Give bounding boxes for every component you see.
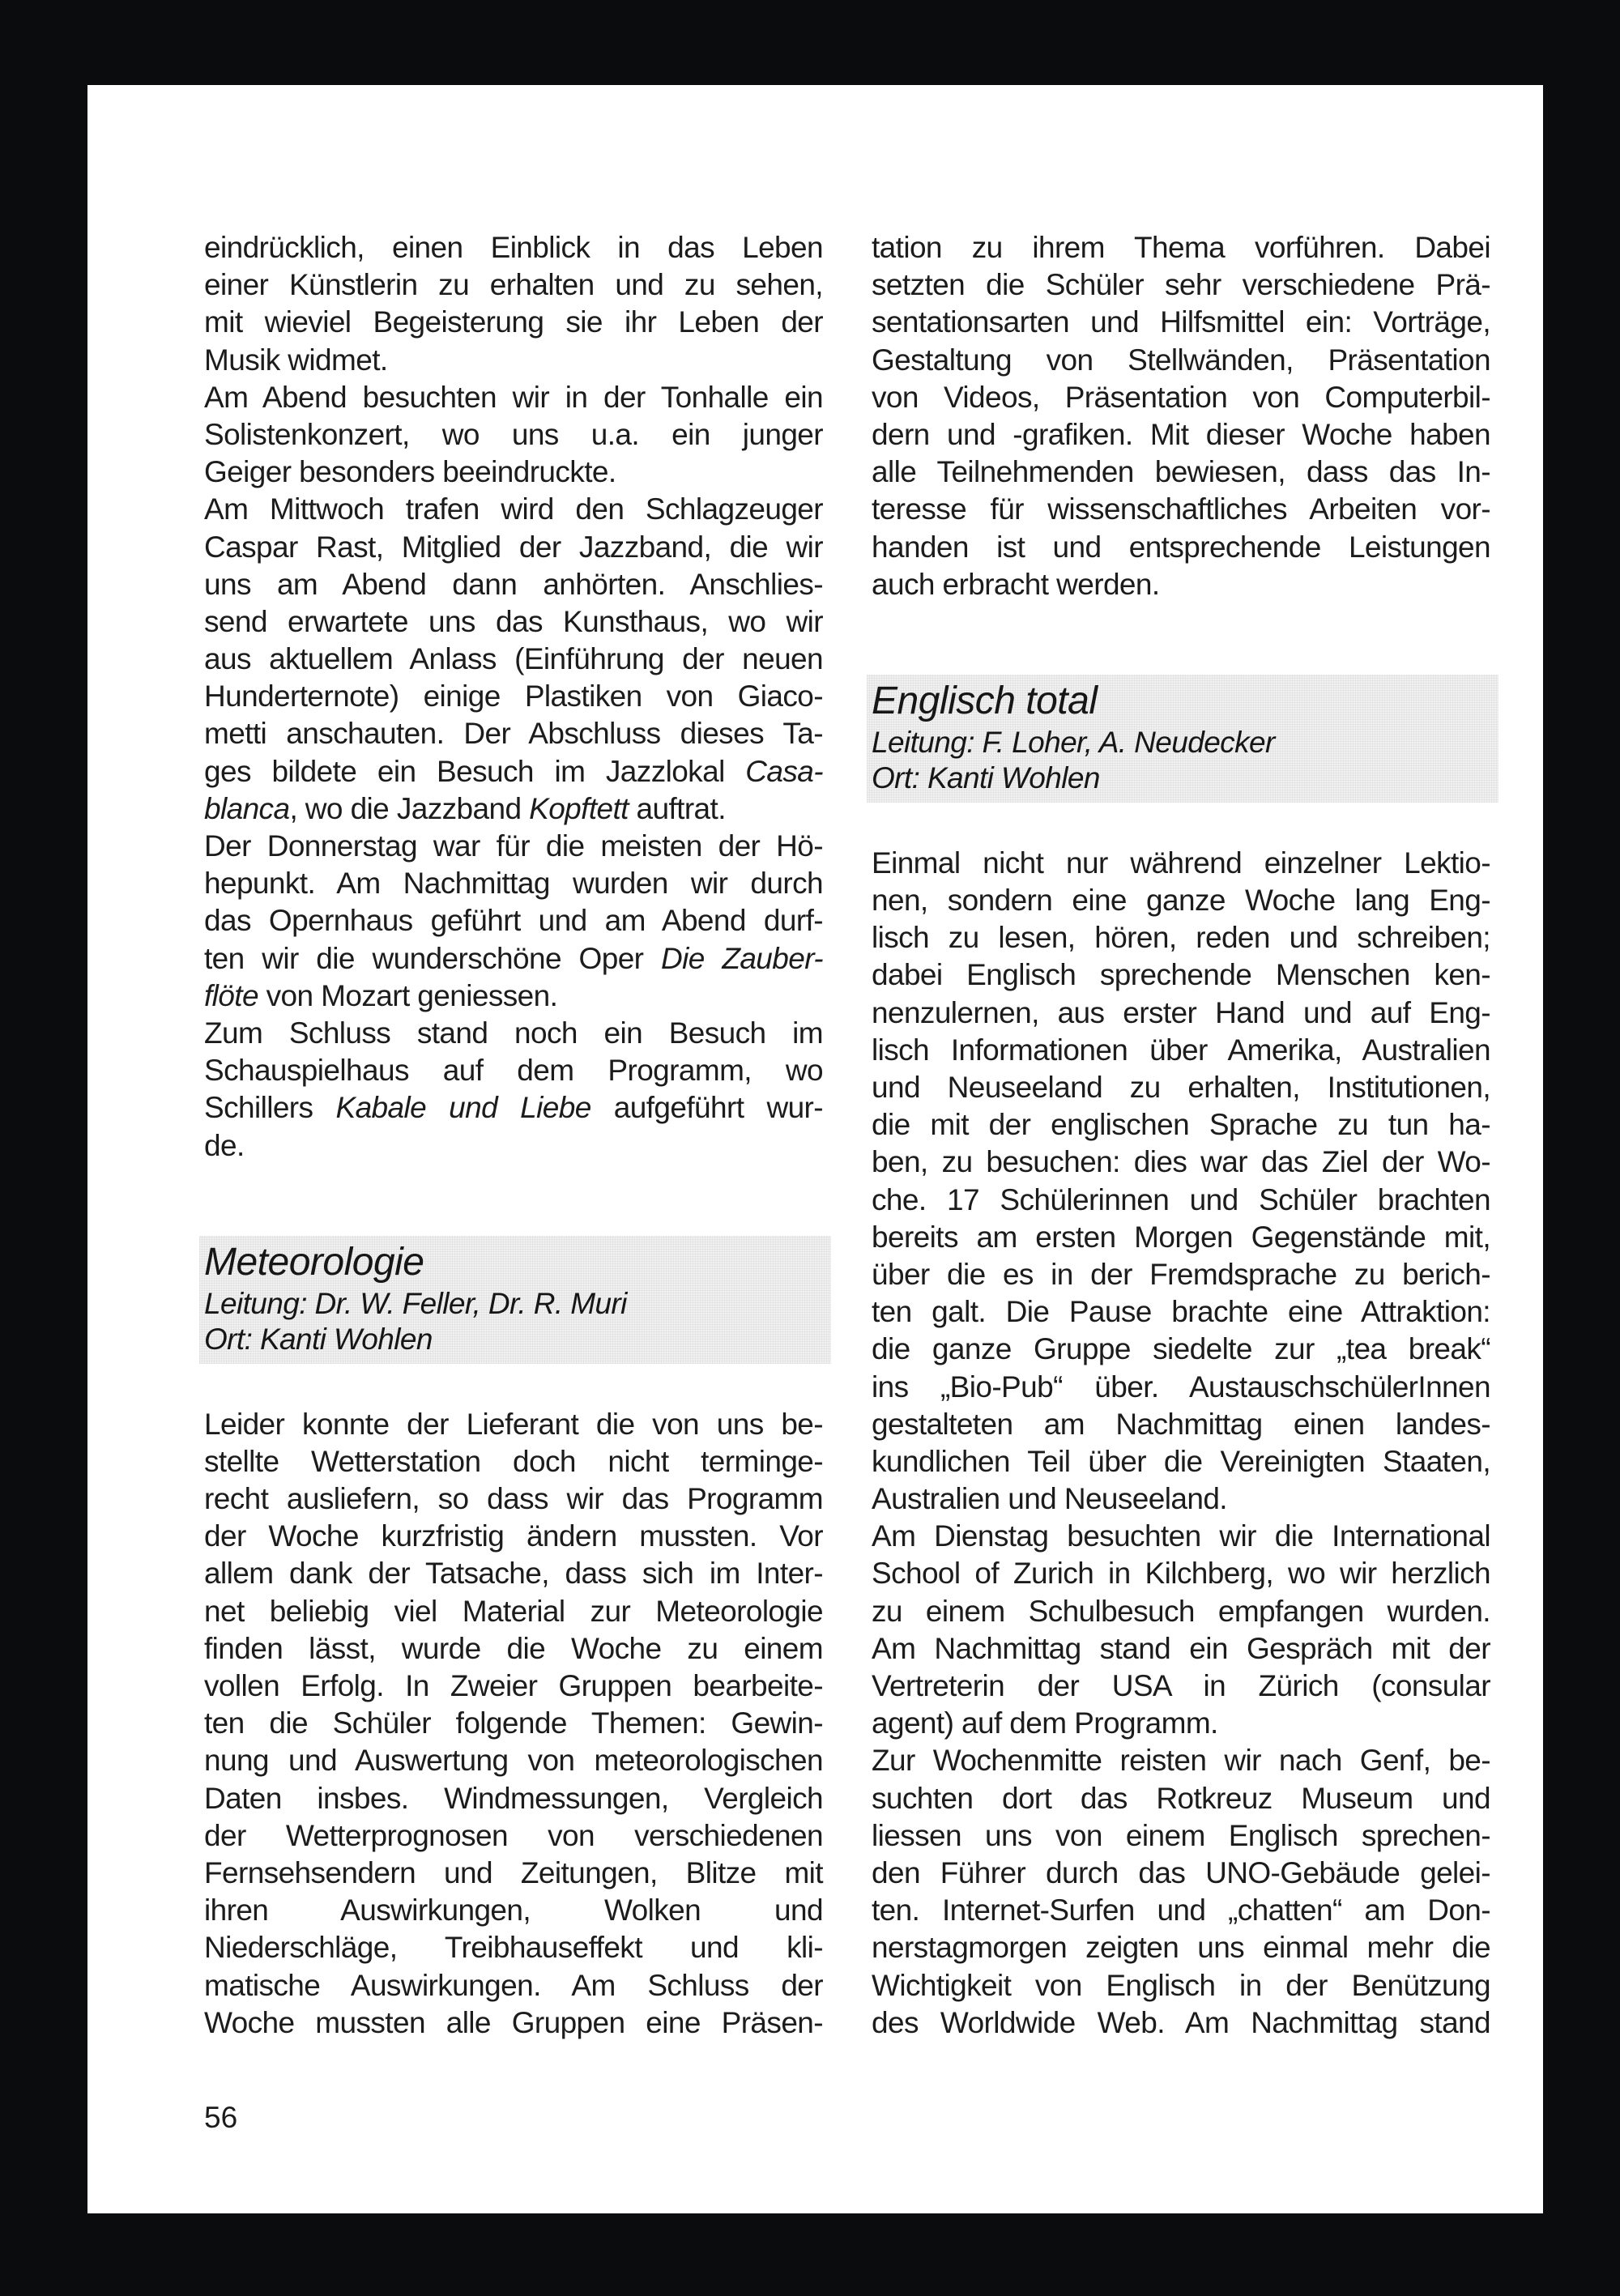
- spacer: [872, 803, 1490, 845]
- text-line: die mit der englischen Sprache zu tun ha-: [872, 1108, 1490, 1142]
- text-run: , wo die Jazzband: [289, 791, 530, 825]
- text-line: der Wetterprognosen von verschiedenen: [204, 1818, 823, 1852]
- text-line: Caspar Rast, Mitglied der Jazzband, die wir: [204, 530, 823, 564]
- text-line: sentationsarten und Hilfsmittel ein: Vorträge,: [872, 305, 1490, 339]
- text-line: kundlichen Teil über die Vereinigten Staaten,: [872, 1444, 1490, 1478]
- spacer: [204, 1364, 823, 1406]
- section-ort: Ort: Kanti Wohlen: [872, 760, 1100, 794]
- text-line: che. 17 Schülerinnen und Schüler brachten: [872, 1182, 1490, 1216]
- text-line: [204, 978, 823, 1015]
- section-header-meteorologie: [199, 1236, 831, 1364]
- text-line: hepunkt. Am Nachmittag wurden wir durch: [204, 867, 823, 901]
- text-line: recht ausliefern, so dass wir das Programm: [204, 1482, 823, 1516]
- section-leitung: Leitung: Dr. W. Feller, Dr. R. Muri: [204, 1286, 627, 1320]
- text-line: teresse für wissenschaftliches Arbeiten vor-: [872, 492, 1490, 526]
- emphasis-casablanca: Casa-: [745, 754, 823, 788]
- text-line: handen ist und entsprechende Leistungen: [872, 530, 1490, 564]
- text-line: Zur Wochenmitte reisten wir nach Genf, be-: [872, 1744, 1490, 1778]
- text-line: der Woche kurzfristig ändern mussten. Vor: [204, 1519, 823, 1553]
- text-line: vollen Erfolg. In Zweier Gruppen bearbeite-: [204, 1669, 823, 1702]
- text-line: [204, 1089, 823, 1127]
- text-line: send erwartete uns das Kunsthaus, wo wir: [204, 604, 823, 638]
- text-line: Zum Schluss stand noch ein Besuch im: [204, 1016, 823, 1050]
- text-line: Am Abend besuchten wir in der Tonhalle ein: [204, 380, 823, 414]
- text-run: ten wir die wunderschöne Oper: [204, 941, 661, 975]
- spacer: [872, 603, 1490, 675]
- text-line: ten. Internet-Surfen und „chatten“ am Don-: [872, 1893, 1490, 1928]
- text-line: Fernsehsendern und Zeitungen, Blitze mit: [204, 1855, 823, 1889]
- text-line: und Neuseeland zu erhalten, Institutionen,: [872, 1071, 1490, 1104]
- section-body-meteorologie: [204, 1406, 823, 2042]
- text-line: setzten die Schüler sehr verschiedene Prä-: [872, 268, 1490, 302]
- text-run: ges bildete ein Besuch im Jazzlokal: [204, 754, 746, 788]
- text-line: Der Donnerstag war für die meisten der Hö-: [204, 829, 823, 863]
- text-line: alle Teilnehmenden bewiesen, dass das In-: [872, 455, 1490, 489]
- text-line: Am Mittwoch trafen wird den Schlagzeuger: [204, 492, 823, 526]
- text-line: ins „Bio-Pub“ über. AustauschschülerInnen: [872, 1370, 1490, 1404]
- text-line: Australien und Neuseeland.: [872, 1482, 1227, 1516]
- text-line: dabei Englisch sprechende Menschen ken-: [872, 958, 1490, 992]
- text-line: die ganze Gruppe siedelte zur „tea break“: [872, 1332, 1490, 1366]
- text-line: einer Künstlerin zu erhalten und zu sehen,: [204, 268, 823, 302]
- text-line: nerstagmorgen zeigten uns einmal mehr die: [872, 1931, 1490, 1965]
- text-line: eindrücklich, einen Einblick in das Leben: [204, 231, 823, 264]
- text-line: Einmal nicht nur während einzelner Lektio-: [872, 846, 1490, 880]
- text-line: gestalteten am Nachmittag einen landes-: [872, 1407, 1490, 1441]
- text-line: Hunderternote) einige Plastiken von Giaco-: [204, 679, 823, 714]
- text-line: das Opernhaus geführt und am Abend durf-: [204, 904, 823, 938]
- text-line: lisch Informationen über Amerika, Australien: [872, 1033, 1490, 1067]
- text-line: Musik widmet.: [204, 343, 388, 377]
- text-run: auftrat.: [628, 791, 726, 825]
- text-run: von Mozart geniessen.: [258, 978, 558, 1012]
- text-line: uns am Abend dann anhörten. Anschlies-: [204, 567, 823, 601]
- text-line: Niederschläge, Treibhauseffekt und kli-: [204, 1931, 823, 1965]
- text-line: Geiger besonders beeindruckte.: [204, 455, 616, 489]
- text-line: [204, 753, 823, 790]
- section-title: Meteorologie: [204, 1240, 424, 1284]
- spacer: [204, 1165, 823, 1236]
- text-line: Woche mussten alle Gruppen eine Präsen-: [204, 2005, 823, 2039]
- text-line: Gestaltung von Stellwänden, Präsentation: [872, 343, 1490, 377]
- text-run: Schillers: [204, 1091, 336, 1125]
- text-run: aufgeführt wur-: [590, 1091, 823, 1125]
- text-line: School of Zurich in Kilchberg, wo wir herzlich: [872, 1557, 1490, 1591]
- text-line: allem dank der Tatsache, dass sich im Inter-: [204, 1557, 823, 1591]
- emphasis-casablanca: blanca: [204, 791, 290, 825]
- text-line: tation zu ihrem Thema vorführen. Dabei: [872, 231, 1490, 264]
- text-line: suchten dort das Rotkreuz Museum und: [872, 1781, 1490, 1815]
- text-line: ten galt. Die Pause brachte eine Attraktion:: [872, 1295, 1490, 1329]
- text-line: nen, sondern eine ganze Woche lang Eng-: [872, 884, 1490, 918]
- text-line: des Worldwide Web. Am Nachmittag stand: [872, 2005, 1490, 2039]
- section-leitung: Leitung: F. Loher, A. Neudecker: [872, 725, 1275, 759]
- text-line: Wichtigkeit von Englisch in der Benützung: [872, 1968, 1490, 2002]
- text-line: ten die Schüler folgende Themen: Gewin-: [204, 1706, 823, 1740]
- text-line: bereits am ersten Morgen Gegenstände mit,: [872, 1220, 1490, 1254]
- text-line: [204, 940, 823, 978]
- section-title: Englisch total: [872, 679, 1098, 722]
- text-line: agent) auf dem Programm.: [872, 1706, 1218, 1740]
- text-line: aus aktuellem Anlass (Einführung der neuen: [204, 642, 823, 676]
- text-line: Schauspielhaus auf dem Programm, wo: [204, 1054, 823, 1088]
- section-ort: Ort: Kanti Wohlen: [204, 1322, 433, 1356]
- text-line: nenzulernen, aus erster Hand und auf Eng-: [872, 995, 1490, 1029]
- section-body-englisch-total: [872, 845, 1490, 2042]
- text-line: den Führer durch das UNO-Gebäude gelei-: [872, 1855, 1490, 1889]
- left-column: [204, 229, 823, 2042]
- text-line: zu einem Schulbesuch empfangen wurden.: [872, 1594, 1490, 1628]
- text-line: metti anschauten. Der Abschluss dieses Ta-: [204, 717, 823, 751]
- emphasis-zauberfloete: Die Zauber-: [661, 941, 824, 975]
- section-header-englisch-total: [867, 675, 1498, 803]
- text-line: liessen uns von einem Englisch sprechen-: [872, 1818, 1490, 1852]
- text-line: von Videos, Präsentation von Computerbil-: [872, 380, 1490, 414]
- text-line: net beliebig viel Material zur Meteorologie: [204, 1594, 823, 1628]
- text-line: nung und Auswertung von meteorologischen: [204, 1744, 823, 1778]
- emphasis-kopftett: Kopftett: [529, 791, 629, 825]
- text-line: mit wieviel Begeisterung sie ihr Leben der: [204, 305, 823, 339]
- text-line: ihren Auswirkungen, Wolken und: [204, 1893, 823, 1928]
- text-line: dern und -grafiken. Mit dieser Woche haben: [872, 417, 1490, 451]
- text-line: auch erbracht werden.: [872, 567, 1160, 601]
- text-line: Solistenkonzert, wo uns u.a. ein junger: [204, 417, 823, 451]
- right-column: [872, 229, 1490, 2042]
- document-page: [87, 85, 1543, 2213]
- text-line: [204, 790, 823, 828]
- text-line: Am Nachmittag stand ein Gespräch mit der: [872, 1631, 1490, 1665]
- text-line: finden lässt, wurde die Woche zu einem: [204, 1631, 823, 1665]
- text-line: über die es in der Fremdsprache zu berich-: [872, 1257, 1490, 1291]
- text-line: ben, zu besuchen: dies war das Ziel der Wo-: [872, 1145, 1490, 1179]
- text-line: lisch zu lesen, hören, reden und schreiben;: [872, 921, 1490, 955]
- emphasis-zauberfloete: flöte: [204, 978, 258, 1012]
- text-line: Leider konnte der Lieferant die von uns be-: [204, 1407, 823, 1441]
- text-line: Vertreterin der USA in Zürich (consular: [872, 1669, 1490, 1702]
- emphasis-kabale-und-liebe: Kabale und Liebe: [335, 1091, 591, 1125]
- text-line: matische Auswirkungen. Am Schluss der: [204, 1968, 823, 2002]
- text-line: Daten insbes. Windmessungen, Vergleich: [204, 1781, 823, 1815]
- text-line: stellte Wetterstation doch nicht terminge-: [204, 1444, 823, 1478]
- text-line: de.: [204, 1128, 245, 1162]
- page-number: 56: [204, 2101, 238, 2134]
- text-line: Am Dienstag besuchten wir die International: [872, 1519, 1490, 1553]
